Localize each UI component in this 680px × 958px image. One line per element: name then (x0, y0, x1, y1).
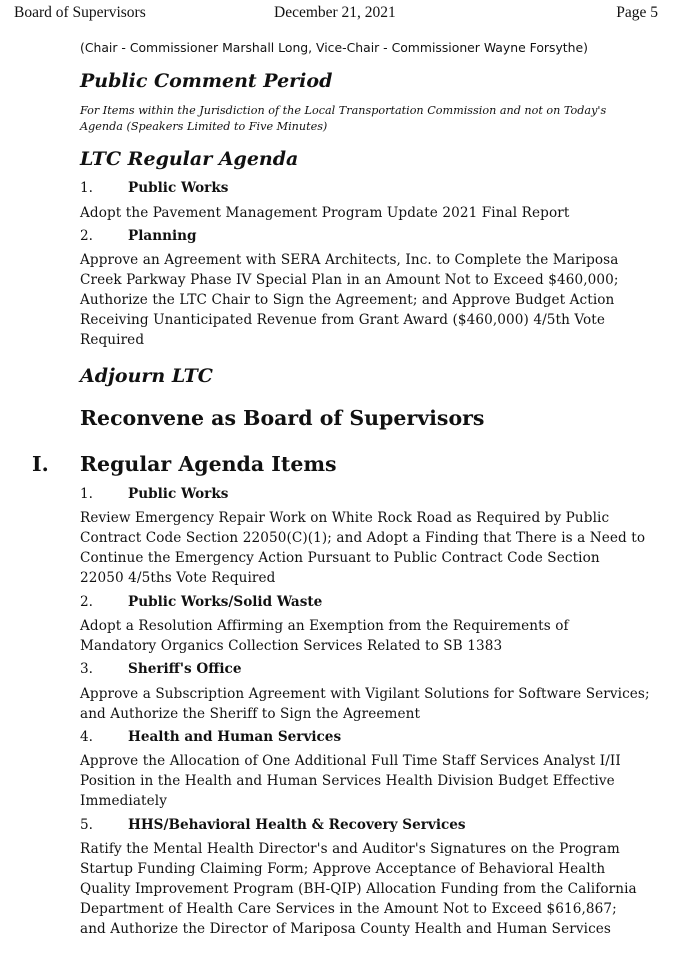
public-comment-note-line: For Items within the Jurisdiction of the Local Transportation Commission and not on Today's (80, 104, 607, 117)
body-line: Approve the Allocation of One Additional Full Time Staff Services Analyst I/II (80, 753, 621, 769)
regular-item-number: 4. (80, 729, 93, 745)
body-line: Quality Improvement Program (BH-QIP) Allocation Funding from the California (80, 881, 637, 897)
body-line: 22050 4/5ths Vote Required (80, 570, 276, 586)
body-line: Position in the Health and Human Services Health Division Budget Effective (80, 773, 615, 789)
regular-item-title: HHS/Behavioral Health & Recovery Services (128, 817, 466, 833)
body-line: Adopt the Pavement Management Program Update 2021 Final Report (80, 205, 570, 221)
body-line: Review Emergency Repair Work on White Rock Road as Required by Public (80, 510, 610, 526)
body-line: Immediately (80, 793, 167, 809)
ltc-item-number: 2. (80, 228, 93, 244)
adjourn-heading: Adjourn LTC (80, 365, 213, 387)
body-line: Receiving Unanticipated Revenue from Grant Award ($460,000) 4/5th Vote (80, 312, 606, 328)
regular-item-body (80, 616, 670, 656)
regular-item-title: Sheriff's Office (128, 661, 242, 677)
regular-item-body (80, 684, 670, 724)
regular-item-number: 1. (80, 486, 93, 502)
body-line: Required (80, 332, 145, 348)
regular-item-body (80, 751, 670, 811)
header-page-number: Page 5 (616, 4, 658, 21)
chair-line: (Chair - Commissioner Marshall Long, Vice-Chair - Commissioner Wayne Forsythe) (80, 40, 588, 55)
regular-item-body (80, 839, 670, 939)
ltc-heading: LTC Regular Agenda (80, 148, 299, 170)
regular-agenda-heading: Regular Agenda Items (80, 452, 337, 476)
body-line: Creek Parkway Phase IV Special Plan in an Amount Not to Exceed $460,000; (80, 272, 619, 288)
body-line: Contract Code Section 22050(C)(1); and Adopt a Finding that There is a Need to (80, 530, 646, 546)
public-comment-heading: Public Comment Period (80, 70, 333, 92)
body-line: Ratify the Mental Health Director's and Auditor's Signatures on the Program (80, 841, 620, 857)
regular-item-title: Public Works/Solid Waste (128, 594, 323, 610)
ltc-item-number: 1. (80, 180, 93, 196)
body-line: Adopt a Resolution Affirming an Exemption from the Requirements of (80, 618, 569, 634)
header-date: December 21, 2021 (274, 4, 396, 21)
body-line: Mandatory Organics Collection Services Related to SB 1383 (80, 638, 503, 654)
regular-item-title: Public Works (128, 486, 229, 502)
public-comment-note-line: Agenda (Speakers Limited to Five Minutes) (80, 120, 328, 133)
body-line: Department of Health Care Services in the Amount Not to Exceed $616,867; (80, 901, 617, 917)
ltc-item-body (80, 203, 670, 223)
ltc-item-title: Public Works (128, 180, 229, 196)
body-line: and Authorize the Sheriff to Sign the Agreement (80, 706, 421, 722)
ltc-item-title: Planning (128, 228, 197, 244)
body-line: Approve an Agreement with SERA Architects, Inc. to Complete the Mariposa (80, 252, 619, 268)
body-line: Continue the Emergency Action Pursuant to Public Contract Code Section (80, 550, 600, 566)
regular-item-number: 2. (80, 594, 93, 610)
header-board-name: Board of Supervisors (14, 4, 146, 21)
body-line: Startup Funding Claiming Form; Approve Acceptance of Behavioral Health (80, 861, 606, 877)
section-roman-numeral: I. (32, 452, 49, 476)
body-line: Approve a Subscription Agreement with Vigilant Solutions for Software Services; (80, 686, 650, 702)
regular-item-number: 5. (80, 817, 93, 833)
regular-item-body (80, 508, 670, 588)
regular-item-title: Health and Human Services (128, 729, 342, 745)
body-line: and Authorize the Director of Mariposa County Health and Human Services (80, 921, 612, 937)
ltc-item-body (80, 250, 670, 350)
regular-item-number: 3. (80, 661, 93, 677)
body-line: Authorize the LTC Chair to Sign the Agreement; and Approve Budget Action (80, 292, 615, 308)
reconvene-heading: Reconvene as Board of Supervisors (80, 406, 485, 430)
